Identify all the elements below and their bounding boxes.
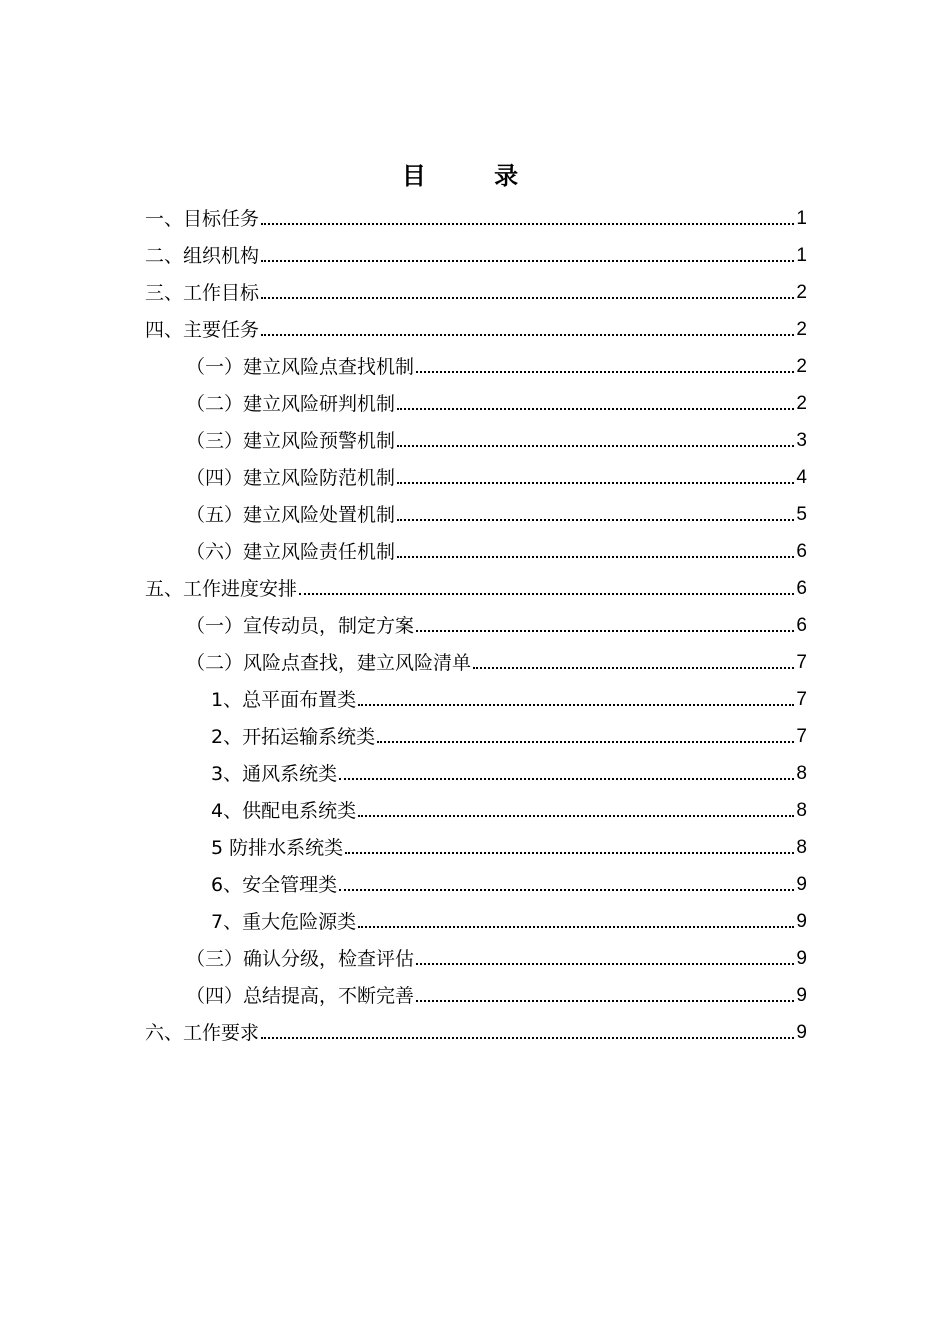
toc-entry[interactable] [211,712,807,749]
toc-entry-label: 6、安全管理类 [211,874,338,896]
toc-entry-page: 8 [796,837,807,858]
toc-entry-page: 7 [796,689,807,710]
toc-entry[interactable] [186,342,807,379]
dot-leader [261,223,794,225]
dot-leader [397,408,794,410]
dot-leader [397,519,794,521]
toc-entry-label: 二、组织机构 [145,245,260,267]
toc-entry-label: （三）确认分级，检查评估 [186,948,415,970]
toc-entry[interactable] [186,527,807,564]
dot-leader [473,667,794,669]
toc-entry-label: （四）建立风险防范机制 [186,467,396,489]
toc-entry[interactable] [211,823,807,860]
toc-entry-page: 1 [796,245,807,266]
toc-entry[interactable] [186,971,807,1008]
dot-leader [358,704,794,706]
dot-leader [261,1037,794,1039]
toc-entry-page: 2 [796,319,807,340]
toc-entry-page: 9 [796,985,807,1006]
dot-leader [397,482,794,484]
dot-leader [377,741,794,743]
toc-entry-label: （一）宣传动员，制定方案 [186,615,415,637]
toc-entry-label: 五、工作进度安排 [145,578,298,600]
toc-entry-page: 1 [796,208,807,229]
toc-entry[interactable] [211,786,807,823]
toc-entry-label: 1、总平面布置类 [211,689,357,711]
toc-entry-label: （四）总结提高，不断完善 [186,985,415,1007]
toc-entry[interactable] [145,564,807,601]
dot-leader [416,630,794,632]
toc-entry[interactable] [145,194,807,231]
toc-entry-label: 4、供配电系统类 [211,800,357,822]
toc-entry-page: 7 [796,652,807,673]
toc-entry-label: 三、工作目标 [145,282,260,304]
toc-entry-label: 3、通风系统类 [211,763,338,785]
toc-entry[interactable] [145,1008,807,1045]
toc-entry[interactable] [211,860,807,897]
dot-leader [339,889,794,891]
dot-leader [261,334,794,336]
toc-entry[interactable] [145,268,807,305]
toc-entry-label: 7、重大危险源类 [211,911,357,933]
toc-entry[interactable] [145,231,807,268]
toc-entry-page: 9 [796,948,807,969]
toc-entry-label: 2、开拓运输系统类 [211,726,376,748]
toc-entry-page: 4 [796,467,807,488]
toc-entry-page: 2 [796,282,807,303]
toc-entry-page: 8 [796,763,807,784]
toc-entry-label: 5 防排水系统类 [211,837,344,859]
toc-title: 目 录 [401,161,549,190]
toc-entry-page: 9 [796,1022,807,1043]
toc-entry[interactable] [186,379,807,416]
toc-entry-label: （二）建立风险研判机制 [186,393,396,415]
toc-entry-page: 2 [796,393,807,414]
toc-entry-page: 6 [796,541,807,562]
toc-entry-page: 3 [796,430,807,451]
toc-entry[interactable] [186,601,807,638]
toc-entry[interactable] [145,305,807,342]
dot-leader [261,260,794,262]
toc-entry-page: 2 [796,356,807,377]
toc-entry-label: 一、目标任务 [145,208,260,230]
toc-entry[interactable] [186,490,807,527]
dot-leader [416,371,794,373]
dot-leader [358,815,794,817]
dot-leader [397,556,794,558]
toc-entry-label: 六、工作要求 [145,1022,260,1044]
dot-leader [416,1000,794,1002]
toc-entry[interactable] [186,416,807,453]
toc-entry[interactable] [186,453,807,490]
dot-leader [261,297,794,299]
toc-entry[interactable] [186,638,807,675]
toc-entry-page: 8 [796,800,807,821]
dot-leader [299,593,794,595]
toc-entry-label: （六）建立风险责任机制 [186,541,396,563]
toc-entry[interactable] [211,749,807,786]
toc-entry[interactable] [186,934,807,971]
toc-entry[interactable] [211,675,807,712]
toc-entry[interactable] [211,897,807,934]
toc-entry-page: 5 [796,504,807,525]
toc-entry-label: 四、主要任务 [145,319,260,341]
toc-entry-page: 9 [796,874,807,895]
toc-entry-label: （二）风险点查找，建立风险清单 [186,652,472,674]
toc-entry-page: 6 [796,578,807,599]
dot-leader [339,778,794,780]
dot-leader [358,926,794,928]
dot-leader [397,445,794,447]
toc-entry-page: 6 [796,615,807,636]
toc-entry-page: 9 [796,911,807,932]
dot-leader [345,852,794,854]
toc-entry-label: （一）建立风险点查找机制 [186,356,415,378]
dot-leader [416,963,794,965]
toc-entry-label: （三）建立风险预警机制 [186,430,396,452]
toc-entry-label: （五）建立风险处置机制 [186,504,396,526]
toc-entry-page: 7 [796,726,807,747]
